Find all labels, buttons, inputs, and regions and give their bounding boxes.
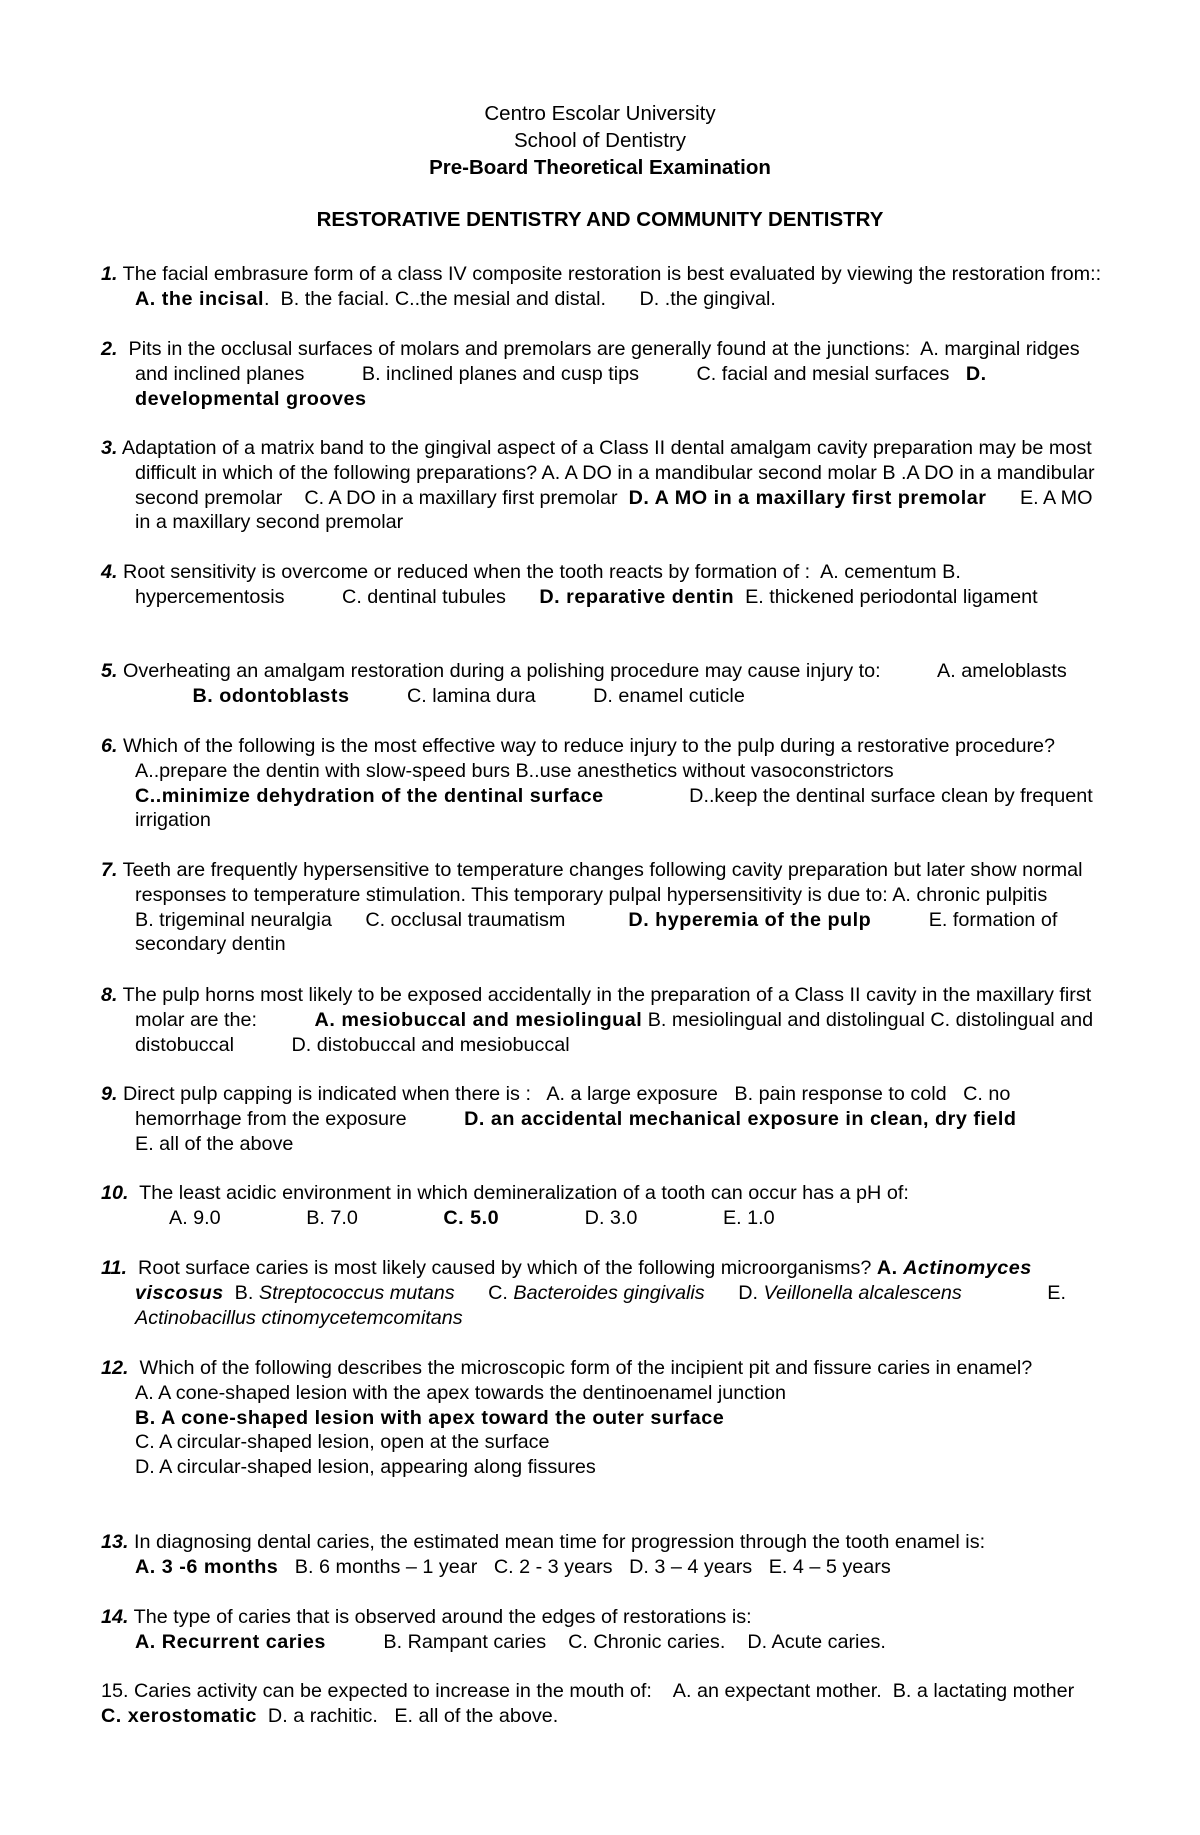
question-stem: Which of the following is the most effective way to reduce injury to the pulp during a restorative procedure? <box>123 735 1056 757</box>
choice-c: C. occlusal traumatism <box>365 908 566 931</box>
choice-e: E. all of the above <box>135 1132 294 1155</box>
question-stem: The facial embrasure form of a class IV composite restoration is best evaluated by viewing the restoration from:: <box>122 263 1102 285</box>
choice-b: B. hypercementosis <box>135 561 961 608</box>
choice-e: E. thickened periodontal ligament <box>745 585 1038 608</box>
choice-c: C. no hemorrhage from the exposure <box>135 1083 1011 1130</box>
choice-d: D. 3 – 4 years <box>629 1555 753 1578</box>
question-4 <box>101 560 1111 610</box>
choice-e: E. formation of secondary dentin <box>135 908 1058 956</box>
choice-e: E. 4 – 5 years <box>768 1555 891 1578</box>
question-number: 4. <box>101 561 118 583</box>
question-stem: The pulp horns most likely to be exposed accidentally in the preparation of a Class II cavity in the maxillary first molar are the: <box>122 984 1092 1031</box>
question-stem: Pits in the occlusal surfaces of molars and premolars are generally found at the junctions: <box>128 338 911 360</box>
question-number: 6. <box>101 735 118 757</box>
question-stem: Direct pulp capping is indicated when there is : <box>123 1083 531 1105</box>
correct-answer: C..minimize dehydration of the dentinal surface <box>135 784 604 807</box>
question-number: 5. <box>101 660 118 682</box>
question-number: 14. <box>101 1606 129 1628</box>
choice-d: D. a rachitic. <box>267 1704 378 1727</box>
choice-c: C. distolingual and distobuccal <box>135 1008 1094 1056</box>
choice-b-label: B. <box>234 1281 254 1304</box>
choice-a: A. an expectant mother. <box>672 1680 882 1702</box>
choice-b: B. mesiolingual and distolingual <box>647 1008 925 1031</box>
question-stem: Adaptation of a matrix band to the gingival aspect of a Class II dental amalgam cavity preparation may be most difficult in which of the following preparations? <box>121 437 1092 484</box>
choice-e: Actinobacillus ctinomycetemcomitans <box>135 1306 463 1329</box>
question-1 <box>101 262 1111 312</box>
question-12 <box>101 1356 1111 1480</box>
choice-a: A. ameloblasts <box>937 660 1067 682</box>
choice-a: A. A DO in a mandibular second molar <box>541 461 877 484</box>
choice-d: D. distobuccal and mesiobuccal <box>291 1033 570 1056</box>
choice-b: B. trigeminal neuralgia <box>135 908 332 931</box>
question-5 <box>101 659 1111 709</box>
correct-answer: D. A MO in a maxillary first premolar <box>628 486 987 509</box>
choice-b: Streptococcus mutans <box>258 1281 455 1304</box>
exam-title: Pre-Board Theoretical Examination <box>429 156 771 179</box>
choice-c: C. 2 - 3 years <box>493 1555 613 1578</box>
correct-answer: D. an accidental mechanical exposure in clean, dry field <box>464 1107 1017 1130</box>
choice-d: D. Acute caries. <box>747 1630 886 1653</box>
choice-c: C. lamina dura <box>406 684 536 707</box>
question-number: 2. <box>101 338 118 360</box>
correct-answer: B. odontoblasts <box>192 684 350 707</box>
question-stem: Caries activity can be expected to increase in the mouth of: <box>134 1680 652 1702</box>
correct-answer: D. hyperemia of the pulp <box>628 908 872 931</box>
question-2 <box>101 337 1111 411</box>
correct-answer: A. Recurrent caries <box>135 1630 326 1653</box>
correct-answer: C. xerostomatic <box>101 1704 257 1727</box>
choice-a: A..prepare the dentin with slow-speed burs <box>135 759 510 782</box>
choice-d: D. .the gingival. <box>639 287 776 310</box>
question-number: 12. <box>101 1357 129 1379</box>
correct-answer: D. reparative dentin <box>539 585 735 608</box>
choice-a: A. marginal ridges and inclined planes <box>135 338 1080 385</box>
choice-a: A. A cone-shaped lesion with the apex towards the dentinoenamel junction <box>135 1381 787 1404</box>
choice-c: C. Chronic caries. <box>568 1630 726 1653</box>
choice-d: D. A circular-shaped lesion, appearing along fissures <box>135 1456 596 1479</box>
choice-c: C. dentinal tubules <box>342 585 506 608</box>
question-stem: Root surface caries is most likely caused by which of the following microorganisms? <box>138 1257 872 1279</box>
choice-c: C. facial and mesial surfaces <box>696 362 950 385</box>
question-stem: Teeth are frequently hypersensitive to temperature changes following cavity preparation but later show normal responses to temperature stimulation. This temporary pulpal hypersensitivity is due to: <box>122 859 1083 906</box>
choice-a: A. a large exposure <box>546 1083 718 1105</box>
choice-e-label: E. <box>1047 1281 1066 1304</box>
question-3 <box>101 436 1111 535</box>
question-6 <box>101 734 1111 833</box>
correct-answer: Actinomyces viscosus <box>135 1257 1032 1304</box>
choice-e: E. 1.0 <box>722 1206 775 1229</box>
correct-answer: C. 5.0 <box>443 1206 500 1229</box>
question-7 <box>101 858 1111 957</box>
question-9 <box>101 1082 1111 1156</box>
correct-answer: B. A cone-shaped lesion with apex toward the outer surface <box>135 1406 725 1429</box>
question-stem: In diagnosing dental caries, the estimated mean time for progression through the tooth enamel is: <box>134 1531 986 1553</box>
choice-b: B. the facial. <box>280 287 390 310</box>
question-14 <box>101 1605 1111 1655</box>
choice-b: B .A DO in a mandibular second premolar <box>135 461 1095 509</box>
question-number: 13. <box>101 1531 129 1553</box>
question-13 <box>101 1530 1111 1580</box>
question-number: 3. <box>101 437 118 459</box>
choice-a: A. chronic pulpitis <box>892 883 1048 906</box>
choice-b: B. a lactating mother <box>892 1680 1075 1702</box>
question-stem: Which of the following describes the microscopic form of the incipient pit and fissure caries in enamel? <box>139 1357 1033 1379</box>
correct-answer: D. developmental grooves <box>135 362 987 410</box>
answer-punct: . <box>264 287 270 310</box>
choice-c: C. A circular-shaped lesion, open at the surface <box>135 1431 550 1454</box>
question-number: 11. <box>101 1257 128 1279</box>
choice-d: D. enamel cuticle <box>593 684 745 707</box>
choice-c: C. A DO in a maxillary first premolar <box>304 486 618 509</box>
choice-b: B. 6 months – 1 year <box>294 1555 478 1578</box>
question-number: 9. <box>101 1083 118 1105</box>
question-stem: Root sensitivity is overcome or reduced when the tooth reacts by formation of : <box>123 561 811 583</box>
university-name: Centro Escolar University <box>484 102 716 125</box>
correct-answer-label: A. <box>876 1257 898 1279</box>
choice-b: B..use anesthetics without vasoconstrictors <box>515 759 894 782</box>
correct-answer: A. the incisal <box>135 287 265 310</box>
question-stem: The least acidic environment in which demineralization of a tooth can occur has a pH of: <box>139 1182 909 1204</box>
choice-d: Veillonella alcalescens <box>763 1281 962 1304</box>
question-10 <box>101 1181 1111 1231</box>
document-header <box>0 100 1200 181</box>
choice-a: A. cementum <box>820 561 937 583</box>
choice-b: B. inclined planes and cusp tips <box>361 362 639 385</box>
choice-e: E. A MO in a maxillary second premolar <box>135 486 1093 534</box>
choice-d: D..keep the dentinal surface clean by frequent irrigation <box>135 784 1093 832</box>
question-8 <box>101 983 1111 1057</box>
question-stem: The type of caries that is observed around the edges of restorations is: <box>133 1606 752 1628</box>
correct-answer: A. mesiobuccal and mesiolingual <box>314 1008 643 1031</box>
choice-c: Bacteroides gingivalis <box>513 1281 705 1304</box>
choice-c: C..the mesial and distal. <box>394 287 606 310</box>
question-11 <box>101 1256 1111 1330</box>
correct-answer: A. 3 -6 months <box>135 1555 279 1578</box>
choice-d: D. 3.0 <box>584 1206 638 1229</box>
choice-b: B. pain response to cold <box>734 1083 947 1105</box>
question-number: 15. <box>101 1680 129 1702</box>
choice-a: A. 9.0 <box>169 1206 221 1229</box>
question-15 <box>101 1679 1111 1729</box>
question-number: 10. <box>101 1182 129 1204</box>
question-number: 7. <box>101 859 118 881</box>
choice-b: B. 7.0 <box>306 1206 358 1229</box>
choice-d-label: D. <box>738 1281 758 1304</box>
subject-title: RESTORATIVE DENTISTRY AND COMMUNITY DENTISTRY <box>316 208 884 231</box>
choice-e: E. all of the above. <box>394 1704 559 1727</box>
school-name: School of Dentistry <box>513 129 687 152</box>
choice-b: B. Rampant caries <box>383 1630 547 1653</box>
question-stem: Overheating an amalgam restoration during a polishing procedure may cause injury to: <box>123 660 881 682</box>
question-number: 8. <box>101 984 118 1006</box>
choice-c-label: C. <box>488 1281 508 1304</box>
question-number: 1. <box>101 263 118 285</box>
